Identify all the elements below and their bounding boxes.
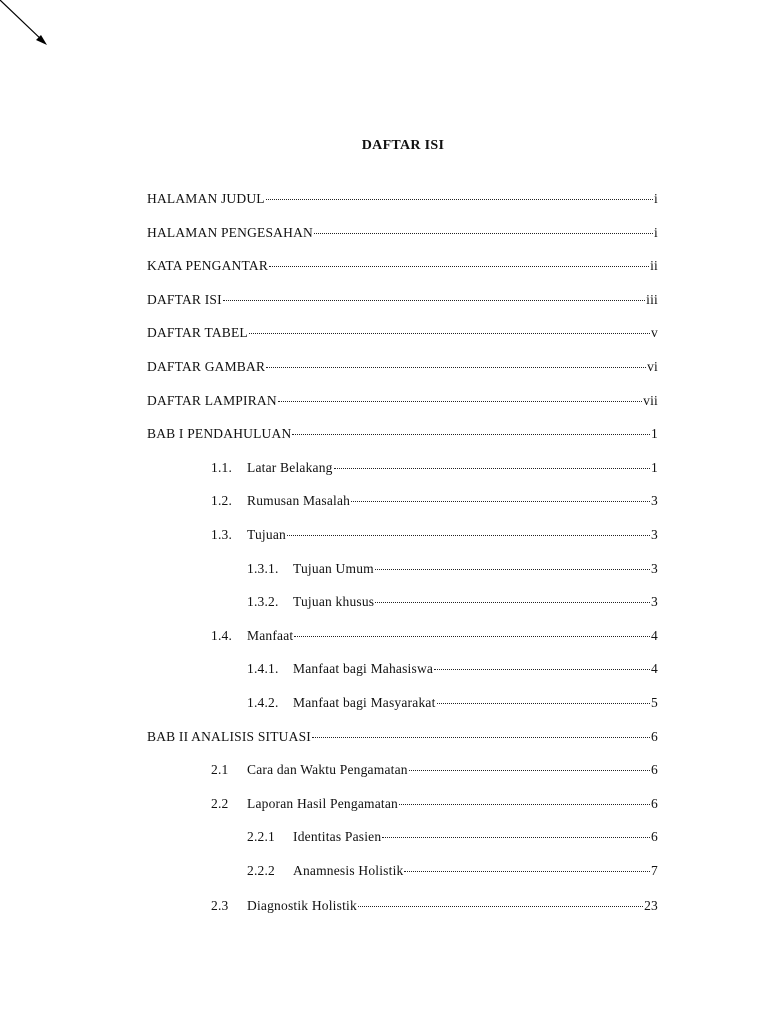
toc-label: DAFTAR GAMBAR [147,359,266,374]
toc-entry-2-2-2[interactable] [247,861,658,881]
dot-leader [266,199,653,200]
toc-entry-1-1[interactable] [211,458,658,478]
toc-entry-2-2-1[interactable] [247,827,658,847]
toc-entry-daftar-isi[interactable] [147,290,658,310]
toc-page-number: 3 [651,561,658,576]
dot-leader [334,468,650,469]
toc-page-number: 3 [651,594,658,609]
toc-section-number: 2.2 [211,796,229,811]
toc-section-number: 2.3 [211,898,229,913]
toc-label: Cara dan Waktu Pengamatan [247,762,408,777]
toc-label: Anamnesis Holistik [293,863,404,878]
dot-leader [358,906,643,907]
toc-section-number: 1.2. [211,493,233,508]
toc-label: BAB II ANALISIS SITUASI [147,729,311,744]
toc-page-number: iii [646,292,658,307]
toc-page-number: 1 [651,426,658,441]
toc-entry-1-4[interactable] [211,626,658,646]
toc-entry-2-3[interactable] [211,896,658,916]
dot-leader [399,804,650,805]
page-title: DAFTAR ISI [361,138,445,153]
toc-label: HALAMAN JUDUL [147,191,265,206]
toc-entry-daftar-gambar[interactable] [147,357,658,377]
toc-section-number: 1.4.1. [247,661,279,676]
dot-leader [266,367,646,368]
toc-label: Manfaat bagi Mahasiswa [293,661,434,676]
toc-page-number: vii [643,393,658,408]
dot-leader [375,602,650,603]
toc-page-number: vi [647,359,658,374]
toc-section-number: 1.3. [211,527,233,542]
toc-label: BAB I PENDAHULUAN [147,426,292,441]
toc-label: Manfaat bagi Masyarakat [293,695,436,710]
toc-entry-bab-2[interactable] [147,727,658,747]
dot-leader [287,535,650,536]
toc-entry-1-2[interactable] [211,491,658,511]
toc-section-number: 2.2.2 [247,863,275,878]
dot-leader [269,266,649,267]
dot-leader [382,837,650,838]
toc-label: HALAMAN PENGESAHAN [147,225,313,240]
toc-entry-1-3-1[interactable] [247,559,658,579]
dot-leader [292,434,650,435]
dot-leader [375,569,650,570]
toc-section-number: 2.2.1 [247,829,275,844]
toc-entry-1-4-1[interactable] [247,659,658,679]
toc-page-number: i [654,191,658,206]
toc-label: DAFTAR ISI [147,292,222,307]
dot-leader [314,233,653,234]
toc-label: Latar Belakang [247,460,333,475]
toc-section-number: 1.3.1. [247,561,279,576]
toc-label: Diagnostik Holistik [247,898,357,913]
dot-leader [434,669,650,670]
toc-section-number: 2.1 [211,762,229,777]
dot-leader [409,770,650,771]
toc-section-number: 1.1. [211,460,233,475]
toc-label: Tujuan [247,527,286,542]
toc-page-number: 7 [651,863,658,878]
toc-label: Identitas Pasien [293,829,382,844]
toc-section-number: 1.4. [211,628,233,643]
toc-page-number: 4 [651,661,658,676]
toc-entry-daftar-lampiran[interactable] [147,391,658,411]
toc-label: DAFTAR TABEL [147,325,248,340]
toc-entry-1-3[interactable] [211,525,658,545]
toc-section-number: 1.3.2. [247,594,279,609]
toc-entry-bab-1[interactable] [147,424,658,444]
toc-label: Tujuan Umum [293,561,374,576]
toc-page-number: 3 [651,527,658,542]
toc-label: Rumusan Masalah [247,493,351,508]
toc-page-number: 3 [651,493,658,508]
toc-entry-daftar-tabel[interactable] [147,323,658,343]
toc-page-number: 4 [651,628,658,643]
toc-entry-kata-pengantar[interactable] [147,256,658,276]
toc-label: Manfaat [247,628,294,643]
toc-page-number: i [654,225,658,240]
dot-leader [312,737,650,738]
dot-leader [223,300,645,301]
toc-page-number: 23 [644,898,658,913]
toc-page-number: 6 [651,829,658,844]
toc-entry-2-1[interactable] [211,760,658,780]
toc-entry-2-2[interactable] [211,794,658,814]
toc-entry-halaman-judul[interactable] [147,189,658,209]
toc-page-number: ii [650,258,658,273]
dot-leader [278,401,642,402]
toc-entry-halaman-pengesahan[interactable] [147,223,658,243]
toc-section-number: 1.4.2. [247,695,279,710]
toc-label: KATA PENGANTAR [147,258,269,273]
toc-page-number: 6 [651,762,658,777]
toc-entry-1-3-2[interactable] [247,592,658,612]
toc-label: Laporan Hasil Pengamatan [247,796,398,811]
toc-page-number: 6 [651,796,658,811]
dot-leader [437,703,651,704]
dot-leader [294,636,650,637]
toc-label: DAFTAR LAMPIRAN [147,393,277,408]
toc-page-number: 6 [651,729,658,744]
dot-leader [404,871,650,872]
toc-page-number: 5 [651,695,658,710]
toc-page-number: v [651,325,658,340]
toc-page-number: 1 [651,460,658,475]
toc-entry-1-4-2[interactable] [247,693,658,713]
toc-label: Tujuan khusus [293,594,375,609]
dot-leader [249,333,650,334]
dot-leader [351,501,650,502]
